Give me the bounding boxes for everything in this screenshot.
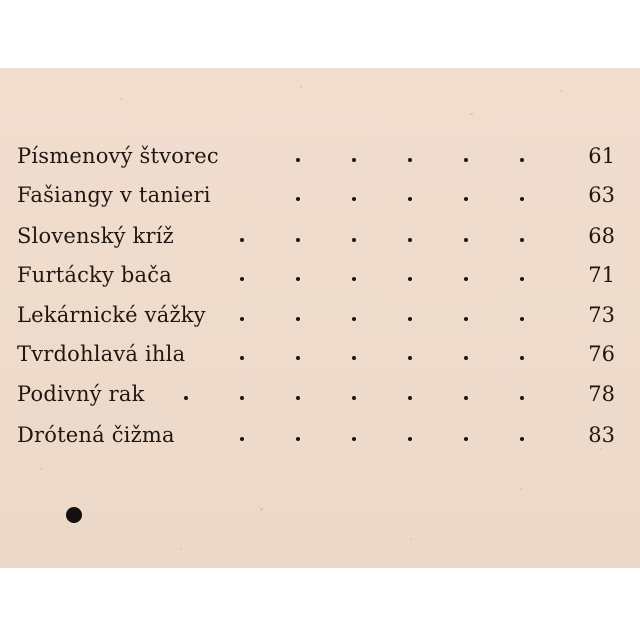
leader-dot (240, 238, 244, 242)
toc-entry (0, 338, 640, 374)
leader-dot (296, 158, 300, 162)
toc-entry (0, 179, 640, 215)
leader-dot (240, 396, 244, 400)
toc-entry (0, 140, 640, 176)
leader-dot (408, 197, 412, 201)
toc-entry-title: Podivný rak (17, 382, 145, 406)
bullet-mark (66, 507, 82, 523)
toc-entry-title: Drótená čižma (17, 423, 175, 447)
leader-dot (408, 437, 412, 441)
leader-dot (464, 317, 468, 321)
leader-dot (520, 238, 524, 242)
toc-entry (0, 259, 640, 295)
toc-entry-page: 63 (588, 183, 615, 207)
toc-entry-title: Fašiangy v tanieri (17, 183, 211, 207)
leader-dot (464, 356, 468, 360)
leader-dot (464, 238, 468, 242)
toc-entry-page: 71 (588, 263, 615, 287)
leader-dot (296, 437, 300, 441)
leader-dot (408, 356, 412, 360)
leader-dot (352, 356, 356, 360)
leader-dot (464, 277, 468, 281)
leader-dot (408, 277, 412, 281)
toc-entry-page: 76 (588, 342, 615, 366)
leader-dot (240, 437, 244, 441)
toc-entry-page: 78 (588, 382, 615, 406)
leader-dot (296, 197, 300, 201)
leader-dot (184, 396, 188, 400)
toc-entry (0, 378, 640, 414)
toc-entry-title: Tvrdohlavá ihla (17, 342, 186, 366)
toc-entry-page: 68 (588, 224, 615, 248)
leader-dot (296, 317, 300, 321)
toc-entry (0, 299, 640, 335)
toc-entry-page: 73 (588, 303, 615, 327)
leader-dot (352, 317, 356, 321)
leader-dot (520, 356, 524, 360)
toc-entry (0, 419, 640, 455)
leader-dot (520, 197, 524, 201)
leader-dot (352, 197, 356, 201)
leader-dot (352, 238, 356, 242)
leader-dot (296, 396, 300, 400)
leader-dot (464, 158, 468, 162)
leader-dot (520, 317, 524, 321)
leader-dot (408, 238, 412, 242)
leader-dot (408, 396, 412, 400)
leader-dot (240, 317, 244, 321)
leader-dot (520, 158, 524, 162)
leader-dot (296, 277, 300, 281)
toc-entry-title: Furtácky bača (17, 263, 172, 287)
leader-dot (520, 277, 524, 281)
leader-dot (352, 437, 356, 441)
toc-entry-page: 83 (588, 423, 615, 447)
leader-dot (520, 437, 524, 441)
leader-dot (296, 356, 300, 360)
leader-dot (520, 396, 524, 400)
leader-dot (240, 277, 244, 281)
toc-entry-title: Slovenský kríž (17, 224, 174, 248)
toc-entry-title: Lekárnické vážky (17, 303, 206, 327)
leader-dot (296, 238, 300, 242)
leader-dot (464, 197, 468, 201)
leader-dot (352, 277, 356, 281)
leader-dot (464, 437, 468, 441)
leader-dot (408, 317, 412, 321)
leader-dot (352, 158, 356, 162)
toc-entry (0, 220, 640, 256)
leader-dot (352, 396, 356, 400)
leader-dot (240, 356, 244, 360)
leader-dot (464, 396, 468, 400)
toc-entry-page: 61 (588, 144, 615, 168)
leader-dot (408, 158, 412, 162)
toc-entry-title: Písmenový štvorec (17, 144, 219, 168)
